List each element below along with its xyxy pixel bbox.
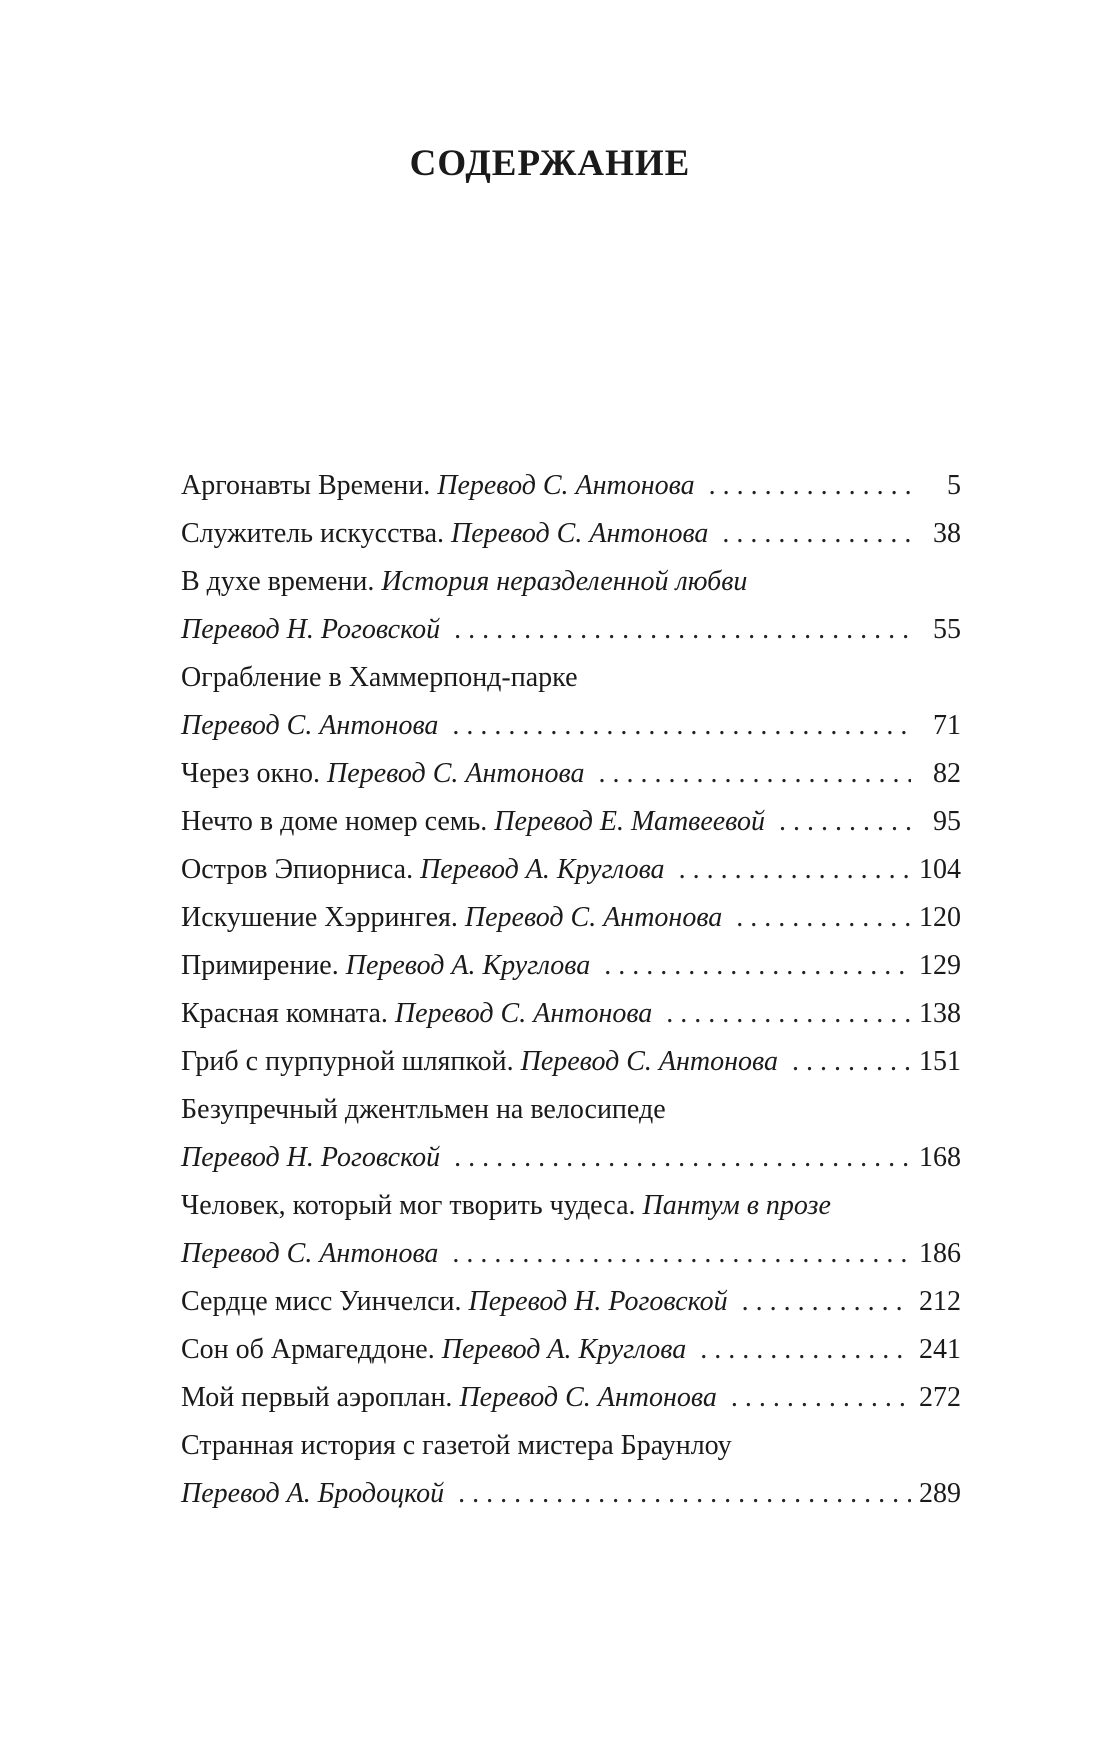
table-of-contents <box>181 462 961 1518</box>
entry-title: Через окно. <box>181 758 321 789</box>
page-title: СОДЕРЖАНИЕ <box>409 143 691 184</box>
entry-title: Искушение Хэррингея. <box>181 902 458 933</box>
entry-page-number: 168 <box>919 1142 961 1173</box>
entry-title: Безупречный джентльмен на велосипеде <box>181 1094 666 1125</box>
entry-translator: Перевод С. Антонова <box>464 902 723 933</box>
entry-page-number: 138 <box>919 998 961 1029</box>
entry-title: Красная комната. <box>181 998 388 1029</box>
entry-page-number: 82 <box>933 758 961 789</box>
entry-translator: Перевод Н. Роговской <box>181 1142 441 1173</box>
entry-translator: Перевод С. Антонова <box>394 998 653 1029</box>
dot-leader <box>598 750 911 798</box>
entry-translator: Перевод А. Круглова <box>420 854 665 885</box>
dot-leader <box>452 702 911 750</box>
entry-page-number: 186 <box>919 1238 961 1269</box>
toc-entry <box>181 1038 961 1086</box>
entry-title: Мой первый аэроплан. <box>181 1382 453 1413</box>
entry-page-number: 38 <box>933 518 961 549</box>
dot-leader <box>666 990 911 1038</box>
toc-entry <box>181 462 961 510</box>
entry-title: Нечто в доме номер семь. <box>181 806 488 837</box>
toc-entry <box>181 798 961 846</box>
entry-translator: Перевод С. Антонова <box>437 470 695 501</box>
toc-entry <box>181 1086 961 1182</box>
dot-leader <box>454 606 911 654</box>
toc-entry <box>181 510 961 558</box>
dot-leader <box>736 894 911 942</box>
entry-page-number: 272 <box>919 1382 961 1413</box>
entry-title: Примирение. <box>181 950 339 981</box>
entry-page-number: 289 <box>919 1478 961 1509</box>
entry-translator: Перевод А. Бродоцкой <box>181 1478 445 1509</box>
toc-entry <box>181 750 961 798</box>
entry-translator: Перевод Н. Роговской <box>181 614 441 645</box>
entry-title: В духе времени. <box>181 566 375 597</box>
entry-page-number: 151 <box>919 1046 961 1077</box>
toc-entry <box>181 558 961 654</box>
entry-page-number: 71 <box>933 710 961 741</box>
entry-title: Сердце мисс Уинчелси. <box>181 1286 462 1317</box>
entry-page-number: 129 <box>919 950 961 981</box>
dot-leader <box>722 510 911 558</box>
entry-page-number: 104 <box>919 854 961 885</box>
entry-translator: Перевод С. Антонова <box>181 1238 439 1269</box>
dot-leader <box>604 942 911 990</box>
dot-leader <box>792 1038 911 1086</box>
dot-leader <box>731 1374 911 1422</box>
entry-title: Гриб с пурпурной шляпкой. <box>181 1046 514 1077</box>
dot-leader <box>700 1326 911 1374</box>
entry-translator: Перевод С. Антонова <box>327 758 585 789</box>
dot-leader <box>458 1470 911 1518</box>
entry-title: Служитель искусства. <box>181 518 445 549</box>
entry-title: Сон об Армагеддоне. <box>181 1334 435 1365</box>
entry-title: Человек, который мог творить чудеса. <box>181 1190 636 1221</box>
toc-entry <box>181 1374 961 1422</box>
entry-page-number: 212 <box>919 1286 961 1317</box>
entry-translator: Перевод С. Антонова <box>459 1382 717 1413</box>
dot-leader <box>742 1278 911 1326</box>
entry-translator: Перевод А. Круглова <box>345 950 591 981</box>
entry-page-number: 241 <box>919 1334 961 1365</box>
entry-translator: Перевод С. Антонова <box>181 710 439 741</box>
entry-title: Остров Эпиорниса. <box>181 854 414 885</box>
toc-entry <box>181 894 961 942</box>
entry-page-number: 120 <box>919 902 961 933</box>
dot-leader <box>679 846 911 894</box>
toc-entry <box>181 1182 961 1278</box>
toc-entry <box>181 846 961 894</box>
entry-page-number: 95 <box>933 806 961 837</box>
entry-translator: Перевод С. Антонова <box>520 1046 778 1077</box>
entry-translator: Перевод Н. Роговской <box>468 1286 728 1317</box>
entry-subtitle: Пантум в прозе <box>642 1190 831 1221</box>
entry-page-number: 55 <box>933 614 961 645</box>
toc-entry <box>181 1278 961 1326</box>
entry-translator: Перевод А. Круглова <box>441 1334 687 1365</box>
dot-leader <box>452 1230 911 1278</box>
entry-subtitle: История неразделенной любви <box>381 566 748 597</box>
dot-leader <box>454 1134 911 1182</box>
toc-entry <box>181 990 961 1038</box>
toc-entry <box>181 942 961 990</box>
toc-entry <box>181 1422 961 1518</box>
entry-title: Ограбление в Хаммерпонд-парке <box>181 662 578 693</box>
entry-translator: Перевод С. Антонова <box>451 518 709 549</box>
entry-page-number: 5 <box>947 470 961 501</box>
toc-entry <box>181 1326 961 1374</box>
dot-leader <box>709 462 911 510</box>
entry-title: Странная история с газетой мистера Браунлоу <box>181 1430 732 1461</box>
entry-translator: Перевод Е. Матвеевой <box>494 806 765 837</box>
toc-entry <box>181 654 961 750</box>
dot-leader <box>779 798 911 846</box>
entry-title: Аргонавты Времени. <box>181 470 431 501</box>
